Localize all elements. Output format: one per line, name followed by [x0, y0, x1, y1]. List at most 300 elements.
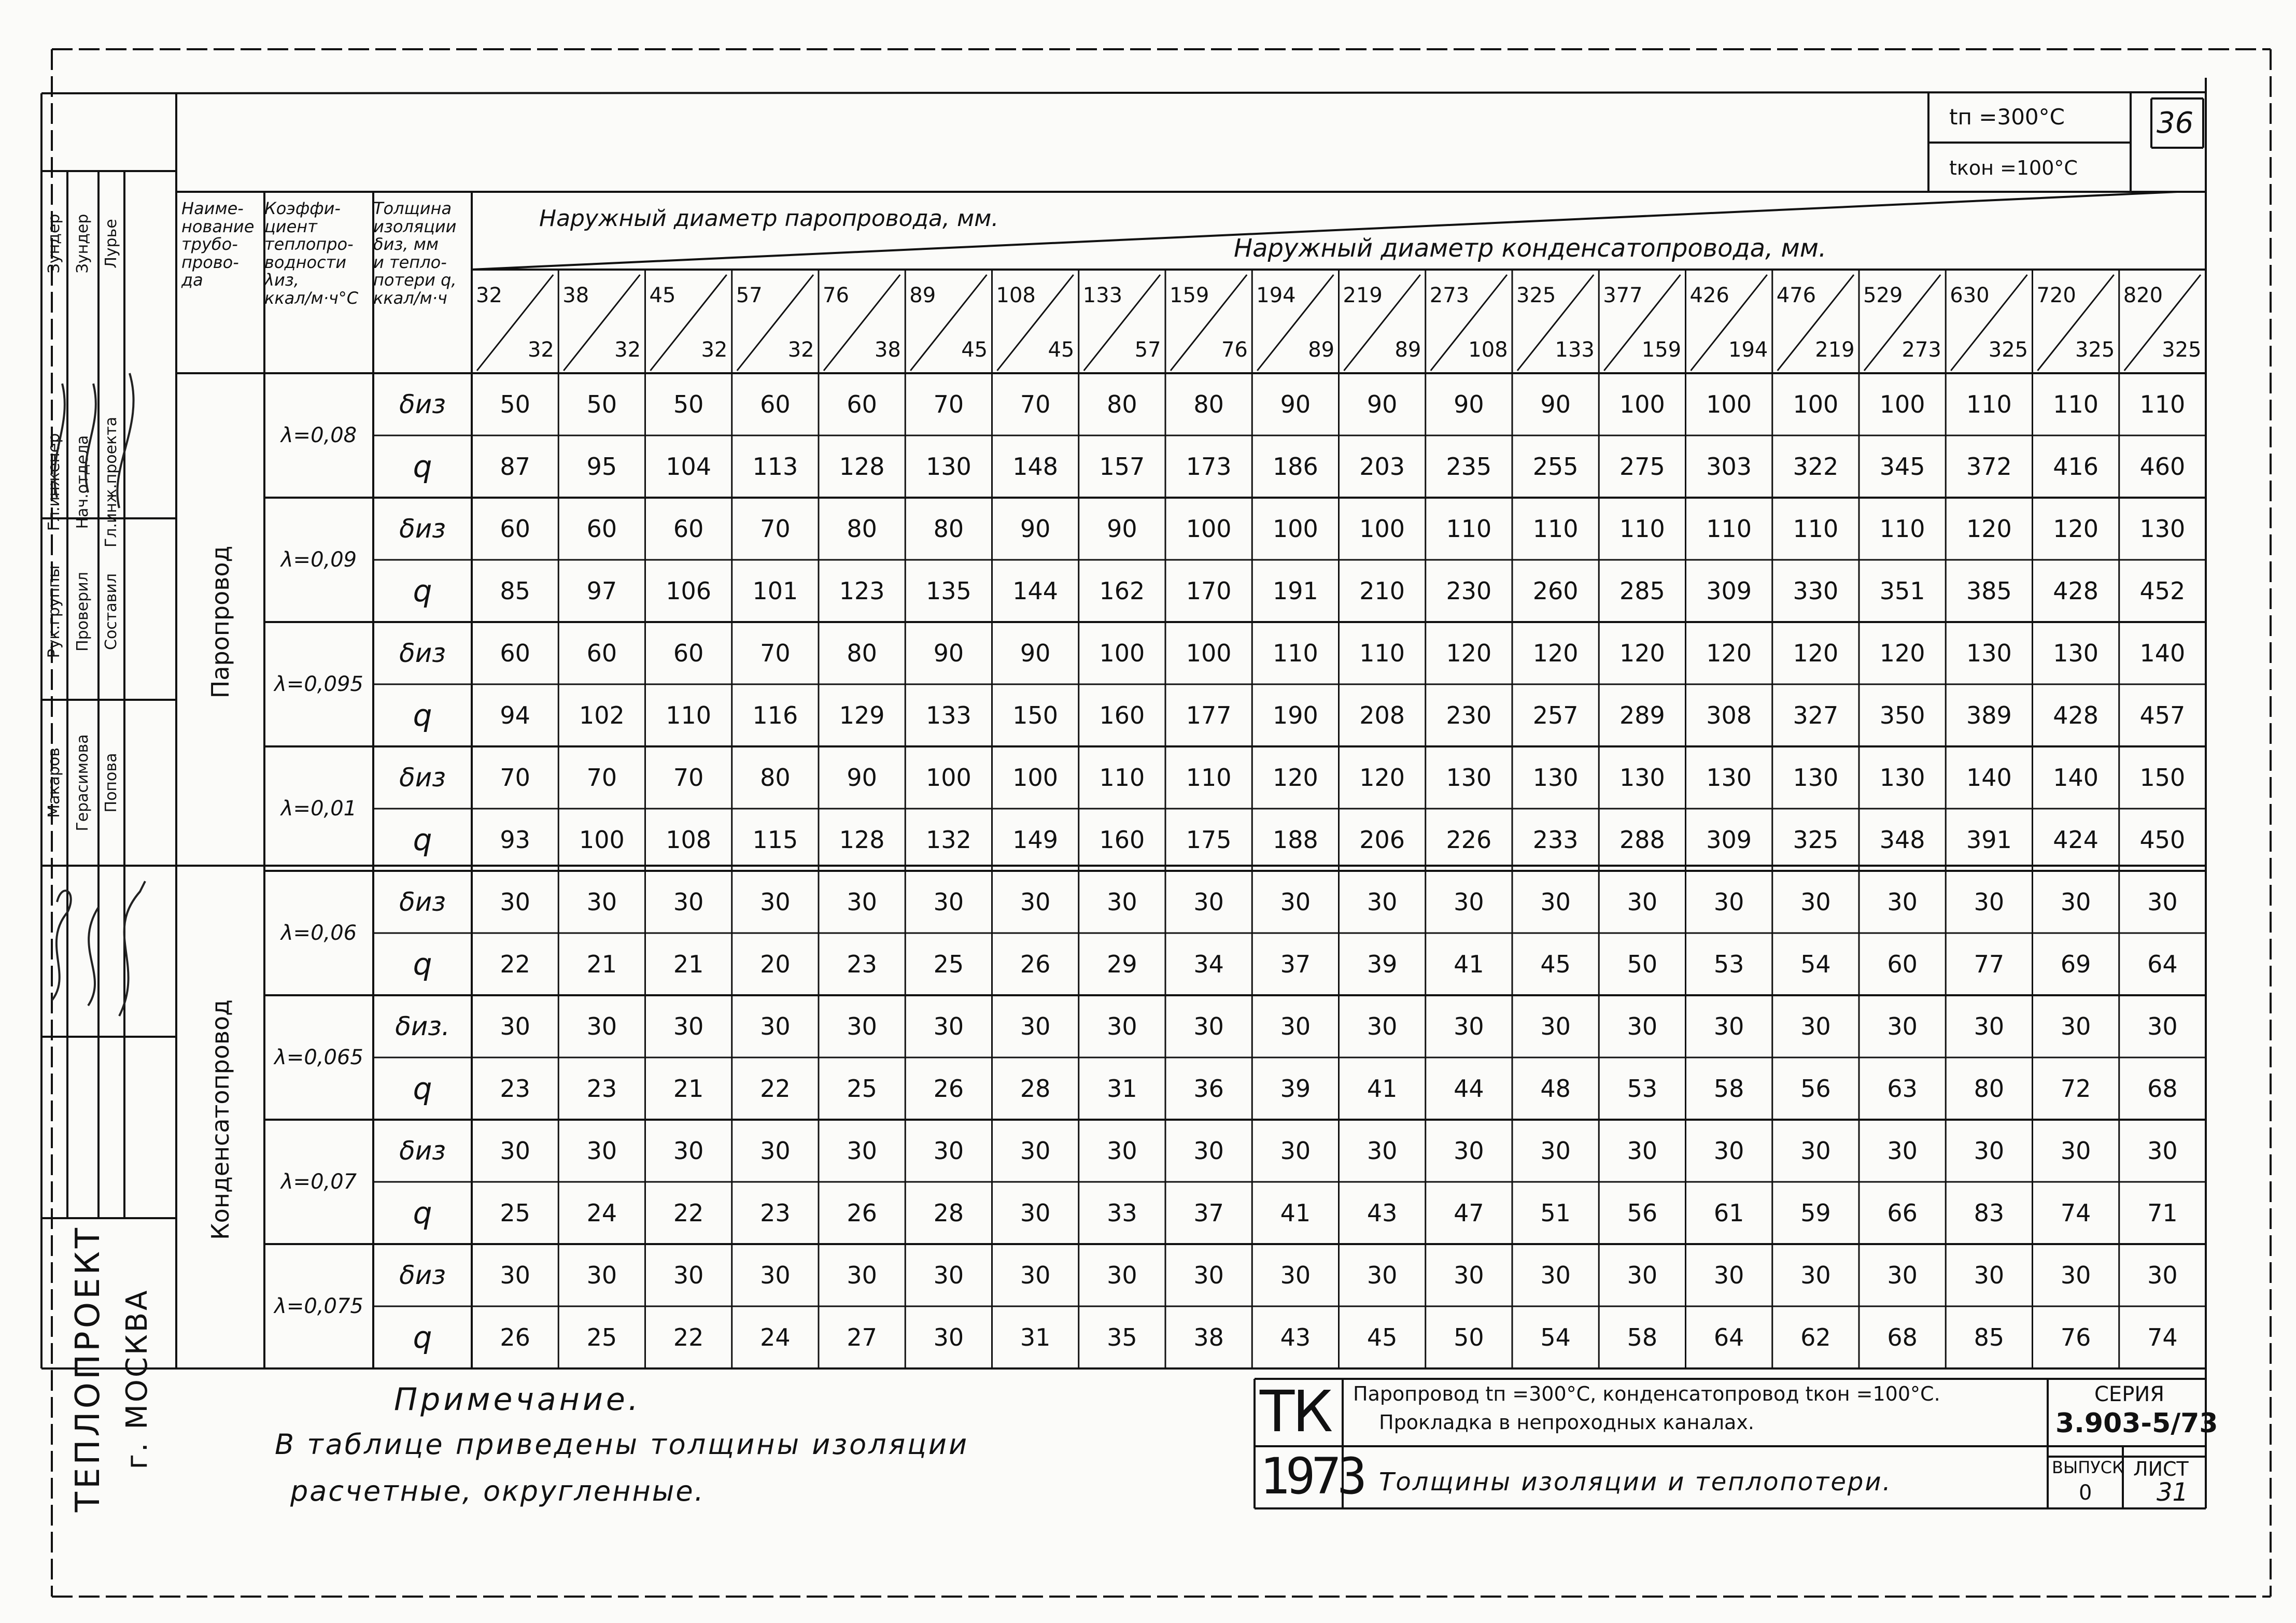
value-cell: 30	[847, 1137, 877, 1165]
signature-marks-top	[41, 363, 176, 518]
value-cell: 26	[500, 1323, 530, 1351]
value-cell: 140	[1966, 764, 2012, 792]
role-dept-head: Нач.отдела	[74, 435, 92, 529]
value-cell: 190	[1272, 701, 1318, 729]
value-cell: 289	[1619, 701, 1665, 729]
value-cell: 58	[1627, 1323, 1658, 1351]
value-cell: 100	[1619, 390, 1665, 418]
value-cell: 30	[2060, 1261, 2091, 1289]
group-name-steam: Паропровод	[206, 545, 234, 699]
value-cell: 428	[2053, 577, 2099, 605]
value-cell: 51	[1540, 1199, 1571, 1227]
value-cell: 30	[1107, 1261, 1137, 1289]
name-3: Лурье	[102, 219, 120, 269]
value-cell: 100	[1706, 390, 1752, 418]
lambda-label: λ=0,06	[280, 921, 357, 945]
value-cell: 23	[500, 1075, 530, 1103]
value-cell: 50	[500, 390, 530, 418]
value-cell: 149	[1012, 826, 1059, 854]
value-cell: 23	[760, 1199, 791, 1227]
value-cell: 120	[1446, 639, 1492, 667]
value-cell: 110	[1186, 764, 1232, 792]
value-cell: 30	[933, 1261, 964, 1289]
value-cell: 130	[1532, 764, 1579, 792]
value-cell: 70	[933, 390, 964, 418]
value-cell: 87	[500, 453, 530, 481]
value-cell: 64	[2147, 950, 2178, 978]
value-cell: 110	[2139, 390, 2186, 418]
value-cell: 100	[1099, 639, 1145, 667]
value-cell: 424	[2053, 826, 2099, 854]
name-5: Герасимова	[74, 734, 92, 831]
value-cell: 162	[1099, 577, 1145, 605]
cond-dn-label: 89	[1308, 338, 1335, 362]
value-cell: 100	[1272, 515, 1318, 543]
value-cell: 157	[1099, 453, 1145, 481]
value-cell: 90	[1367, 390, 1398, 418]
value-cell: 230	[1446, 577, 1492, 605]
value-cell: 210	[1359, 577, 1405, 605]
value-cell: 345	[1879, 453, 1925, 481]
value-cell: 39	[1280, 1075, 1311, 1103]
value-cell: 30	[1713, 888, 1744, 916]
value-cell: 130	[1706, 764, 1752, 792]
value-cell: 148	[1012, 453, 1059, 481]
value-cell: 226	[1446, 826, 1492, 854]
value-cell: 288	[1619, 826, 1665, 854]
value-cell: 113	[752, 453, 798, 481]
value-cell: 30	[673, 1261, 704, 1289]
steam-dn-label: 820	[2123, 284, 2163, 307]
steam-dn-label: 89	[909, 284, 936, 307]
value-cell: 50	[1454, 1323, 1484, 1351]
lambda-label: λ=0,095	[274, 672, 363, 696]
value-cell: 63	[1887, 1075, 1918, 1103]
value-cell: 22	[673, 1199, 704, 1227]
group-name-condensate: Конденсатопровод	[206, 999, 234, 1240]
heat-loss-label: q	[413, 573, 432, 609]
value-cell: 30	[500, 1261, 530, 1289]
steam-dn-label: 529	[1863, 284, 1903, 307]
name-2: Зундер	[74, 214, 92, 274]
role-compiled: Составил	[102, 573, 120, 651]
cond-dn-label: 108	[1468, 338, 1508, 362]
value-cell: 385	[1966, 577, 2012, 605]
value-cell: 30	[1367, 1261, 1398, 1289]
cond-dn-label: 45	[1048, 338, 1075, 362]
lambda-label: λ=0,09	[280, 548, 357, 572]
sheet-mark: 36	[2157, 106, 2194, 140]
steam-dn-label: 720	[2036, 284, 2076, 307]
value-cell: 128	[839, 453, 885, 481]
value-cell: 30	[1280, 888, 1311, 916]
value-cell: 100	[1012, 764, 1059, 792]
header-pipe-name	[181, 200, 254, 289]
value-cell: 90	[1280, 390, 1311, 418]
value-cell: 29	[1107, 950, 1137, 978]
value-cell: 20	[760, 950, 791, 978]
cond-dn-label: 32	[614, 338, 641, 362]
value-cell: 389	[1966, 701, 2012, 729]
value-cell: 90	[1454, 390, 1484, 418]
value-cell: 30	[2147, 888, 2178, 916]
value-cell: 30	[1540, 1137, 1571, 1165]
value-cell: 110	[1619, 515, 1665, 543]
value-cell: 80	[933, 515, 964, 543]
header-thickness-line: δиз, мм	[373, 234, 439, 255]
value-cell: 30	[1800, 1012, 1831, 1040]
value-cell: 70	[673, 764, 704, 792]
value-cell: 39	[1367, 950, 1398, 978]
value-cell: 34	[1193, 950, 1224, 978]
value-cell: 30	[760, 1137, 791, 1165]
value-cell: 30	[500, 1137, 530, 1165]
value-cell: 108	[666, 826, 712, 854]
value-cell: 255	[1532, 453, 1579, 481]
value-cell: 68	[1887, 1323, 1918, 1351]
header-condensate-diameter: Наружный диаметр конденсатопровода, мм.	[1234, 234, 1827, 263]
header-pipe-name-line: прово-	[181, 252, 239, 272]
value-cell: 35	[1107, 1323, 1137, 1351]
value-cell: 30	[1627, 888, 1658, 916]
value-cell: 85	[1974, 1323, 2005, 1351]
value-cell: 38	[1193, 1323, 1224, 1351]
value-cell: 80	[760, 764, 791, 792]
value-cell: 30	[1887, 888, 1918, 916]
value-cell: 94	[500, 701, 530, 729]
steam-dn-label: 377	[1603, 284, 1643, 307]
cond-dn-label: 32	[701, 338, 728, 362]
value-cell: 70	[1020, 390, 1051, 418]
value-cell: 28	[933, 1199, 964, 1227]
role-project-engineer: Гл.инж.проекта	[102, 416, 120, 548]
value-cell: 30	[1887, 1137, 1918, 1165]
value-cell: 30	[1020, 1261, 1051, 1289]
value-cell: 76	[2060, 1323, 2091, 1351]
steam-dn-label: 426	[1689, 284, 1729, 307]
steam-dn-label: 32	[476, 284, 502, 307]
value-cell: 60	[500, 515, 530, 543]
steam-dn-label: 45	[649, 284, 676, 307]
steam-dn-label: 159	[1170, 284, 1209, 307]
value-cell: 100	[925, 764, 971, 792]
cond-dn-label: 133	[1555, 338, 1595, 362]
heat-loss-label: q	[413, 449, 432, 484]
value-cell: 70	[760, 639, 791, 667]
value-cell: 25	[933, 950, 964, 978]
value-cell: 24	[586, 1199, 617, 1227]
value-cell: 22	[760, 1075, 791, 1103]
value-cell: 132	[925, 826, 971, 854]
value-cell: 235	[1446, 453, 1492, 481]
value-cell: 54	[1800, 950, 1831, 978]
value-cell: 230	[1446, 701, 1492, 729]
value-cell: 31	[1020, 1323, 1051, 1351]
value-cell: 351	[1879, 577, 1925, 605]
value-cell: 50	[586, 390, 617, 418]
value-cell: 303	[1706, 453, 1752, 481]
value-cell: 308	[1706, 701, 1752, 729]
value-cell: 41	[1367, 1075, 1398, 1103]
value-cell: 21	[586, 950, 617, 978]
value-cell: 30	[2060, 1137, 2091, 1165]
header-thickness-line: Толщина	[373, 199, 452, 218]
value-cell: 30	[1107, 888, 1137, 916]
value-cell: 285	[1619, 577, 1665, 605]
value-cell: 74	[2147, 1323, 2178, 1351]
value-cell: 177	[1186, 701, 1232, 729]
value-cell: 120	[1879, 639, 1925, 667]
header-thickness-line: ккал/м·ч	[373, 288, 447, 308]
value-cell: 110	[1793, 515, 1839, 543]
value-cell: 36	[1193, 1075, 1224, 1103]
value-cell: 30	[673, 1012, 704, 1040]
value-cell: 26	[933, 1075, 964, 1103]
value-cell: 72	[2060, 1075, 2091, 1103]
header-conductivity	[264, 200, 358, 307]
value-cell: 30	[1540, 888, 1571, 916]
value-cell: 30	[2147, 1261, 2178, 1289]
tk-logo: ТК	[1260, 1378, 1331, 1445]
value-cell: 27	[847, 1323, 877, 1351]
cond-dn-label: 325	[2075, 338, 2115, 362]
value-cell: 70	[586, 764, 617, 792]
value-cell: 66	[1887, 1199, 1918, 1227]
value-cell: 130	[1793, 764, 1839, 792]
value-cell: 322	[1793, 453, 1839, 481]
value-cell: 30	[1020, 1137, 1051, 1165]
value-cell: 100	[579, 826, 625, 854]
value-cell: 30	[760, 1012, 791, 1040]
cond-dn-label: 194	[1728, 338, 1768, 362]
value-cell: 416	[2053, 453, 2099, 481]
value-cell: 452	[2139, 577, 2186, 605]
value-cell: 206	[1359, 826, 1405, 854]
value-cell: 30	[1627, 1261, 1658, 1289]
value-cell: 83	[1974, 1199, 2005, 1227]
value-cell: 93	[500, 826, 530, 854]
value-cell: 37	[1193, 1199, 1224, 1227]
value-cell: 97	[586, 577, 617, 605]
thickness-label: δиз	[399, 887, 446, 917]
value-cell: 69	[2060, 950, 2091, 978]
heat-loss-label: q	[413, 698, 432, 733]
value-cell: 170	[1186, 577, 1232, 605]
header-thickness-line: потери q,	[373, 270, 457, 290]
value-cell: 30	[847, 1261, 877, 1289]
value-cell: 120	[1619, 639, 1665, 667]
value-cell: 123	[839, 577, 885, 605]
value-cell: 450	[2139, 826, 2186, 854]
steam-dn-label: 133	[1082, 284, 1123, 307]
value-cell: 188	[1272, 826, 1318, 854]
steam-dn-label: 630	[1950, 284, 1990, 307]
value-cell: 43	[1280, 1323, 1311, 1351]
heat-loss-label: q	[413, 1195, 432, 1231]
value-cell: 140	[2053, 764, 2099, 792]
thickness-label: δиз	[399, 389, 446, 419]
lambda-label: λ=0,075	[274, 1294, 363, 1318]
header-pipe-name-line: нование	[181, 216, 255, 236]
value-cell: 30	[1454, 888, 1484, 916]
header-conductivity-line: λиз,	[264, 270, 299, 290]
header-steam-diameter: Наружный диаметр паропровода, мм.	[539, 205, 999, 232]
value-cell: 391	[1966, 826, 2012, 854]
value-cell: 22	[673, 1323, 704, 1351]
cond-dn-label: 32	[787, 338, 814, 362]
value-cell: 24	[760, 1323, 791, 1351]
value-cell: 90	[1540, 390, 1571, 418]
header-conductivity-line: теплопро-	[264, 234, 354, 255]
value-cell: 90	[1020, 639, 1051, 667]
description-line-2: Прокладка в непроходных каналах.	[1379, 1411, 1754, 1434]
value-cell: 77	[1974, 950, 2005, 978]
value-cell: 30	[1713, 1261, 1744, 1289]
thickness-label: δиз.	[395, 1011, 450, 1041]
steam-dn-label: 219	[1343, 284, 1383, 307]
value-cell: 350	[1879, 701, 1925, 729]
value-cell: 30	[2060, 1012, 2091, 1040]
value-cell: 21	[673, 1075, 704, 1103]
value-cell: 44	[1454, 1075, 1484, 1103]
value-cell: 26	[847, 1199, 877, 1227]
cond-dn-label: 38	[874, 338, 901, 362]
value-cell: 90	[933, 639, 964, 667]
value-cell: 30	[760, 1261, 791, 1289]
header-conductivity-line: ккал/м·ч°С	[264, 288, 359, 308]
value-cell: 30	[1367, 888, 1398, 916]
value-cell: 144	[1012, 577, 1059, 605]
heat-loss-label: q	[413, 1071, 432, 1106]
header-pipe-name-line: да	[181, 270, 203, 290]
value-cell: 41	[1280, 1199, 1311, 1227]
value-cell: 60	[586, 639, 617, 667]
value-cell: 80	[847, 639, 877, 667]
steam-dn-label: 57	[736, 284, 763, 307]
value-cell: 60	[586, 515, 617, 543]
header-pipe-name-line: трубо-	[181, 234, 238, 255]
value-cell: 327	[1793, 701, 1839, 729]
value-cell: 30	[586, 1261, 617, 1289]
value-cell: 30	[847, 888, 877, 916]
value-cell: 30	[1020, 1199, 1051, 1227]
value-cell: 26	[1020, 950, 1051, 978]
value-cell: 30	[586, 888, 617, 916]
value-cell: 22	[500, 950, 530, 978]
value-cell: 54	[1540, 1323, 1571, 1351]
value-cell: 106	[666, 577, 712, 605]
value-cell: 186	[1272, 453, 1318, 481]
steam-dn-label: 273	[1429, 284, 1470, 307]
value-cell: 30	[933, 1137, 964, 1165]
value-cell: 110	[1879, 515, 1925, 543]
value-cell: 372	[1966, 453, 2012, 481]
value-cell: 58	[1713, 1075, 1744, 1103]
value-cell: 23	[586, 1075, 617, 1103]
steam-dn-label: 38	[562, 284, 589, 307]
cond-dn-label: 219	[1815, 338, 1855, 362]
value-cell: 130	[1879, 764, 1925, 792]
thickness-label: δиз	[399, 638, 446, 668]
note-line-2: расчетные, округленные.	[290, 1475, 705, 1507]
issue-label: ВЫПУСК	[2052, 1458, 2124, 1477]
value-cell: 90	[1020, 515, 1051, 543]
org-city: г. МОСКВА	[120, 1288, 154, 1470]
value-cell: 130	[1446, 764, 1492, 792]
value-cell: 100	[1879, 390, 1925, 418]
value-cell: 53	[1627, 1075, 1658, 1103]
value-cell: 30	[1454, 1261, 1484, 1289]
value-cell: 25	[847, 1075, 877, 1103]
value-cell: 31	[1107, 1075, 1137, 1103]
value-cell: 100	[1793, 390, 1839, 418]
value-cell: 175	[1186, 826, 1232, 854]
value-cell: 30	[2060, 888, 2091, 916]
value-cell: 100	[1359, 515, 1405, 543]
value-cell: 110	[2053, 390, 2099, 418]
value-cell: 30	[1974, 1137, 2005, 1165]
value-cell: 30	[1713, 1012, 1744, 1040]
value-cell: 100	[1186, 639, 1232, 667]
value-cell: 50	[673, 390, 704, 418]
value-cell: 30	[1107, 1012, 1137, 1040]
value-cell: 120	[1966, 515, 2012, 543]
value-cell: 30	[933, 888, 964, 916]
steam-dn-label: 76	[823, 284, 849, 307]
heat-loss-label: q	[413, 947, 432, 982]
value-cell: 30	[1020, 1012, 1051, 1040]
steam-dn-label: 108	[996, 284, 1036, 307]
value-cell: 25	[500, 1199, 530, 1227]
value-cell: 203	[1359, 453, 1405, 481]
value-cell: 102	[579, 701, 625, 729]
value-cell: 56	[1800, 1075, 1831, 1103]
value-cell: 30	[1454, 1012, 1484, 1040]
value-cell: 30	[1020, 888, 1051, 916]
value-cell: 208	[1359, 701, 1405, 729]
value-cell: 30	[1367, 1012, 1398, 1040]
value-cell: 30	[1800, 888, 1831, 916]
value-cell: 62	[1800, 1323, 1831, 1351]
value-cell: 48	[1540, 1075, 1571, 1103]
header-thickness	[373, 200, 457, 307]
value-cell: 53	[1713, 950, 1744, 978]
value-cell: 30	[1193, 1012, 1224, 1040]
header-thickness-line: изоляции	[373, 216, 457, 236]
value-cell: 70	[760, 515, 791, 543]
thickness-label: δиз	[399, 1260, 446, 1290]
value-cell: 85	[500, 577, 530, 605]
cond-dn-label: 57	[1134, 338, 1161, 362]
header-conductivity-line: циент	[264, 216, 317, 236]
value-cell: 45	[1367, 1323, 1398, 1351]
value-cell: 33	[1107, 1199, 1137, 1227]
value-cell: 120	[1359, 764, 1405, 792]
value-cell: 30	[1974, 1012, 2005, 1040]
value-cell: 120	[1272, 764, 1318, 792]
value-cell: 110	[1099, 764, 1145, 792]
value-cell: 71	[2147, 1199, 2178, 1227]
value-cell: 257	[1532, 701, 1579, 729]
role-checked: Проверил	[74, 572, 92, 652]
value-cell: 120	[1706, 639, 1752, 667]
condensate-temp-label: tкон =100°C	[1949, 157, 2078, 179]
note-title: Примечание.	[394, 1381, 641, 1418]
value-cell: 457	[2139, 701, 2186, 729]
value-cell: 30	[1974, 1261, 2005, 1289]
year-mark: 1973	[1260, 1447, 1363, 1505]
value-cell: 95	[586, 453, 617, 481]
